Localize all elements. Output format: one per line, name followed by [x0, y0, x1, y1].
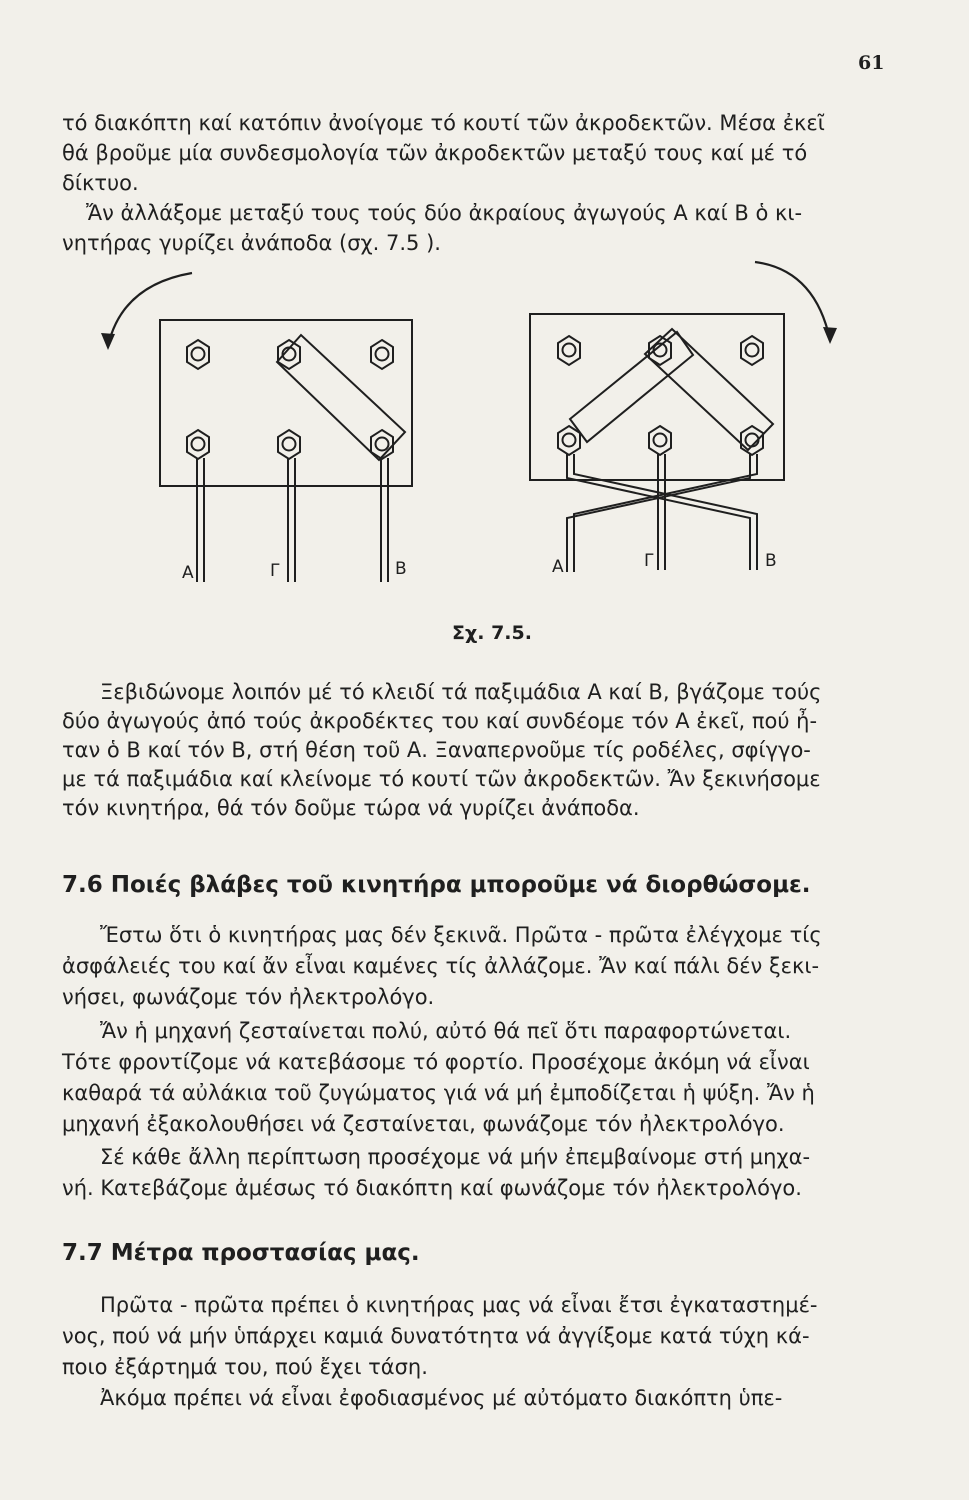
text-line: μηχανή ἐξακολουθήσει νά ζεσταίνεται, φωνάζομε τόν ἠλεκτρολόγο.: [62, 1112, 785, 1136]
left-wire-B: [381, 458, 388, 582]
text-line: νή. Κατεβάζομε ἀμέσως τό διακόπτη καί φωνάζομε τόν ἠλεκτρολόγο.: [62, 1176, 802, 1200]
right-bridge-link-2: [570, 332, 693, 442]
text-line: Σέ κάθε ἄλλη περίπτωση προσέχομε νά μήν ἐπεμβαίνομε στή μηχα-: [100, 1145, 811, 1169]
text-line: νος, πού νά μήν ὑπάρχει καμιά δυνατότητα νά ἀγγίξομε κατά τύχη κά-: [62, 1324, 810, 1348]
text-line: με τά παξιμάδια καί κλείνομε τό κουτί τῶν ἀκροδεκτῶν. Ἄν ξεκινήσομε: [62, 767, 821, 791]
text-line: καθαρά τά αὐλάκια τοῦ ζυγώματος γιά νά μή ἐμποδίζεται ἡ ψύξη. Ἄν ἡ: [62, 1081, 815, 1105]
left-wire-A: [197, 458, 204, 582]
right-bridge-link-1: [645, 329, 773, 450]
section-7-6-paragraph-1: [62, 920, 888, 1013]
left-arrow-head: [101, 333, 115, 350]
text-line: Ξεβιδώνομε λοιπόν μέ τό κλειδί τά παξιμάδια Α καί Β, βγάζομε τούς: [100, 680, 822, 704]
section-7-6-paragraph-2: [62, 1016, 888, 1140]
left-studs: [187, 340, 393, 459]
left-terminal-box: [160, 320, 412, 582]
left-label-A: Α: [182, 563, 194, 583]
text-line: Ἀκόμα πρέπει νά εἶναι ἐφοδιασμένος μέ αὐτόματο διακόπτη ὑπε-: [100, 1386, 783, 1410]
text-line: Ἔστω ὅτι ὁ κινητήρας μας δέν ξεκινᾶ. Πρῶτα - πρῶτα ἐλέγχομε τίς: [100, 923, 822, 947]
section-7-6-paragraph-3: [62, 1142, 888, 1204]
paragraph-after-figure: [62, 678, 888, 823]
figure-caption: Σχ. 7.5.: [452, 622, 532, 644]
text-line: ποιο ἐξάρτημά του, πού ἔχει τάση.: [62, 1355, 428, 1379]
right-studs: [558, 336, 763, 455]
right-arrow-head: [823, 327, 837, 344]
left-rotation-arrow: [108, 273, 192, 346]
right-terminal-box: [530, 314, 784, 572]
text-line: νητήρας γυρίζει ἀνάποδα (σχ. 7.5 ).: [62, 231, 441, 255]
text-line: νήσει, φωνάζομε τόν ἠλεκτρολόγο.: [62, 985, 435, 1009]
right-label-A: Α: [552, 557, 564, 577]
text-line: Ἄν ἡ μηχανή ζεσταίνεται πολύ, αὐτό θά πεῖ ὅτι παραφορτώνεται.: [100, 1019, 792, 1043]
left-wire-G: [288, 458, 295, 582]
text-line: ἀσφάλειές του καί ἄν εἶναι καμένες τίς ἀλλάζομε. Ἄν καί πάλι δέν ξεκι-: [62, 954, 820, 978]
text-line: δίκτυο.: [62, 171, 139, 195]
text-line: Ἄν ἀλλάξομε μεταξύ τους τούς δύο ἀκραίους ἀγωγούς Α καί Β ὁ κι-: [86, 201, 803, 225]
text-line: θά βροῦμε μία συνδεσμολογία τῶν ἀκροδεκτῶν μεταξύ τους καί μέ τό: [62, 141, 808, 165]
section-heading-7-6: 7.6 Ποιές βλάβες τοῦ κινητήρα μποροῦμε νά διορθώσομε.: [62, 872, 811, 898]
left-label-G: Γ: [270, 561, 280, 581]
right-label-B: Β: [765, 551, 777, 571]
wiring-figure-7-5: [0, 0, 969, 660]
text-line: Πρῶτα - πρῶτα πρέπει ὁ κινητήρας μας νά εἶναι ἔτσι ἐγκαταστημέ-: [100, 1293, 818, 1317]
text-line: τόν κινητήρα, θά τόν δοῦμε τώρα νά γυρίζει ἀνάποδα.: [62, 796, 640, 820]
right-rotation-arrow: [755, 262, 830, 340]
text-line: δύο ἀγωγούς ἀπό τούς ἀκροδέκτες του καί συνδέομε τόν Α ἐκεῖ, πού ἦ-: [62, 709, 818, 733]
text-line: Τότε φροντίζομε νά κατεβάσομε τό φορτίο. Προσέχομε ἀκόμη νά εἶναι: [62, 1050, 810, 1074]
text-line: τό διακόπτη καί κατόπιν ἀνοίγομε τό κουτί τῶν ἀκροδεκτῶν. Μέσα ἐκεῖ: [62, 111, 825, 135]
right-wire-G: [658, 454, 665, 570]
section-7-7-paragraph: [62, 1290, 888, 1414]
page-number: 61: [858, 52, 885, 74]
right-label-G: Γ: [644, 551, 654, 571]
left-label-B: Β: [395, 559, 407, 579]
text-line: ταν ὁ Β καί τόν Β, στή θέση τοῦ Α. Ξαναπερνοῦμε τίς ροδέλες, σφίγγο-: [62, 738, 811, 762]
section-heading-7-7: 7.7 Μέτρα προστασίας μας.: [62, 1240, 420, 1266]
